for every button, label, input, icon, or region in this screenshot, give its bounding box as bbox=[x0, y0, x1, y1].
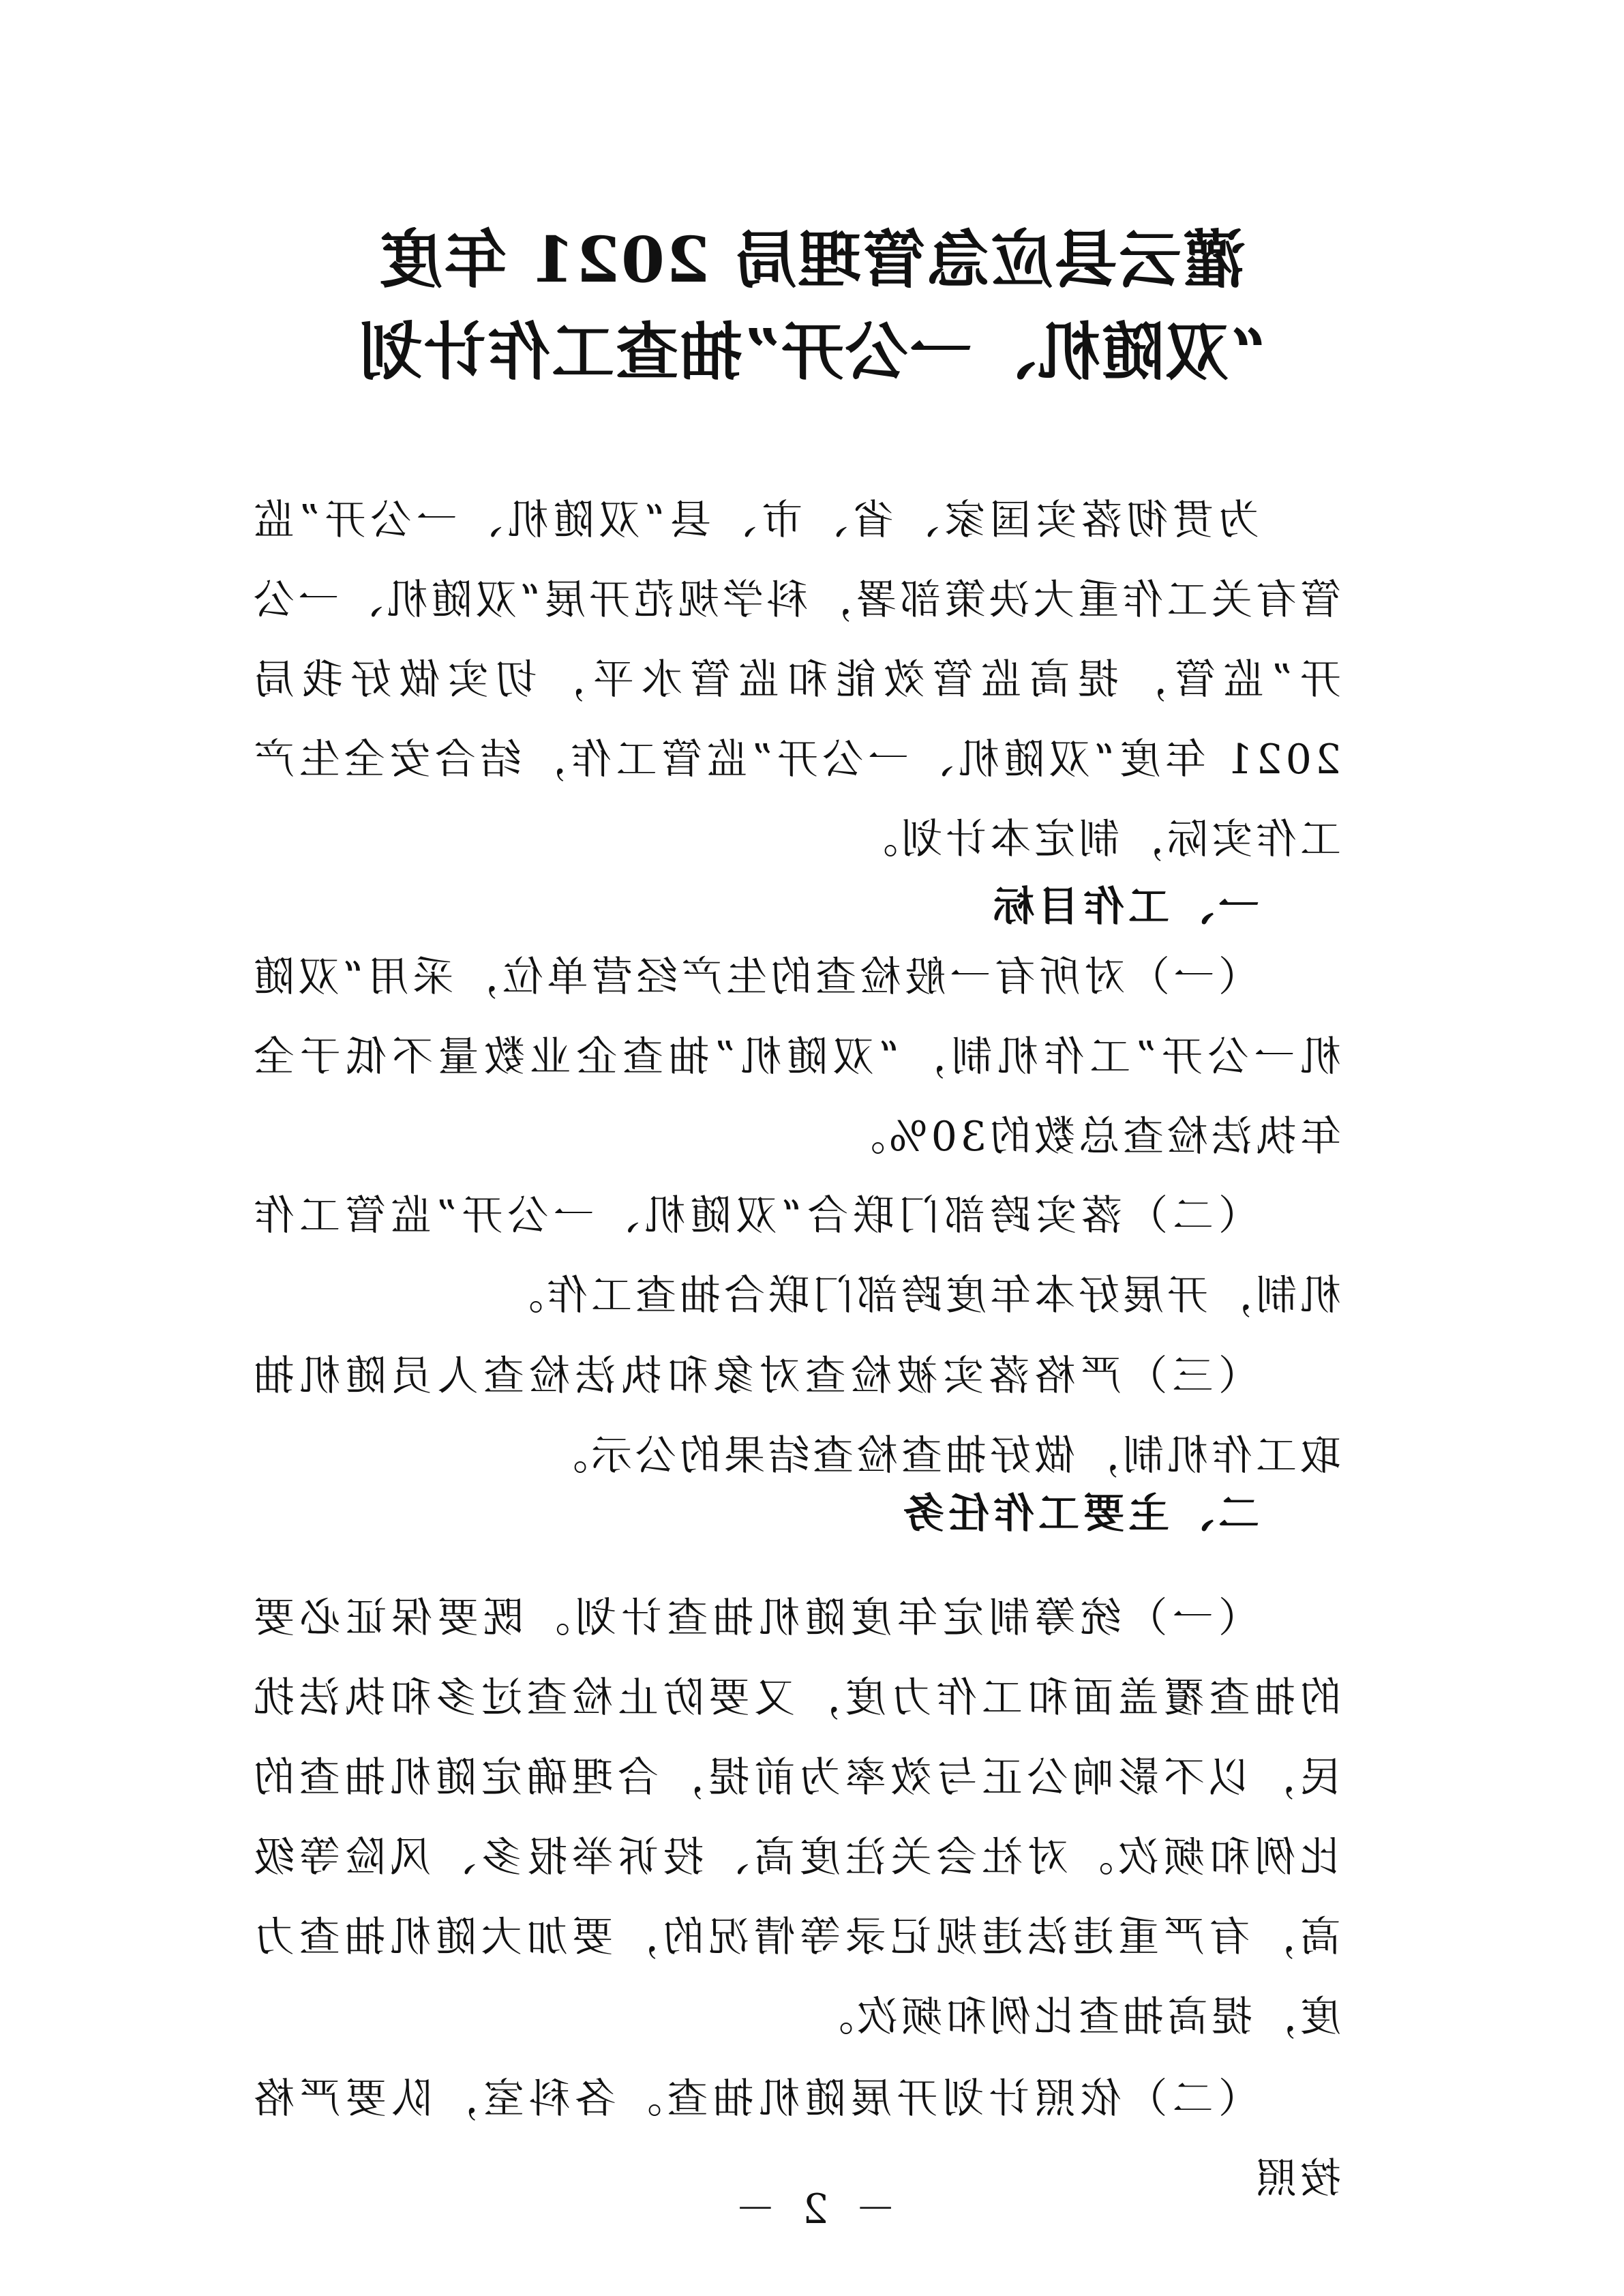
section-2-heading: 二、主要工作任务 bbox=[899, 1490, 1259, 1538]
section-1-item-3: （三）严格落实被检查对象和执法检查人员随机抽取工作机制，做好抽查检查结果的公示。 bbox=[250, 1352, 1341, 1480]
page-number: － 2 － bbox=[727, 2186, 897, 2233]
intro-paragraph: 为贯彻落实国家、省、市、县“双随机、一公开”监管有关工作重大决策部署，科学规范开展“双随机、一公开”监管，提高监管效能和监管水平，切实做好我局 2021 年度“双随机、一公开”监管工作，结合安全生产工作实际，制定本计划。 bbox=[250, 496, 1341, 863]
section-2-item-1: （一）统筹制定年度随机抽查计划。既要保证必要的抽查覆盖面和工作力度，又要防止检查过多和执法扰民，以不影响公正与效率为前提，合理确定随机抽查的比例和频次。对社会关注度高、投诉举报多、风险等级高，有严重违法违规记录等情况的，要加大随机抽查力度，提高抽查比例和频次。 bbox=[250, 1594, 1341, 2041]
section-1-item-1: （一）对所有一般检查的生产经营单位，采用“双随机一公开”工作机制，“双随机”抽查企业数量不低于全年执法检查总数的30%。 bbox=[250, 953, 1341, 1161]
section-2-item-2: （二）依照计划开展随机抽查。各科室，队要严格按照 bbox=[250, 2075, 1341, 2203]
document-title-line-1: 灌云县应急管理局 2021 年度 bbox=[378, 223, 1246, 297]
document-title-line-2: “双随机、一公开”抽查工作计划 bbox=[358, 315, 1266, 389]
section-1-heading: 一、工作目标 bbox=[989, 883, 1259, 931]
section-1-item-2: （二）落实跨部门联合“双随机、一公开”监管工作机制，开展好本年度跨部门联合抽查工作。 bbox=[250, 1192, 1341, 1320]
